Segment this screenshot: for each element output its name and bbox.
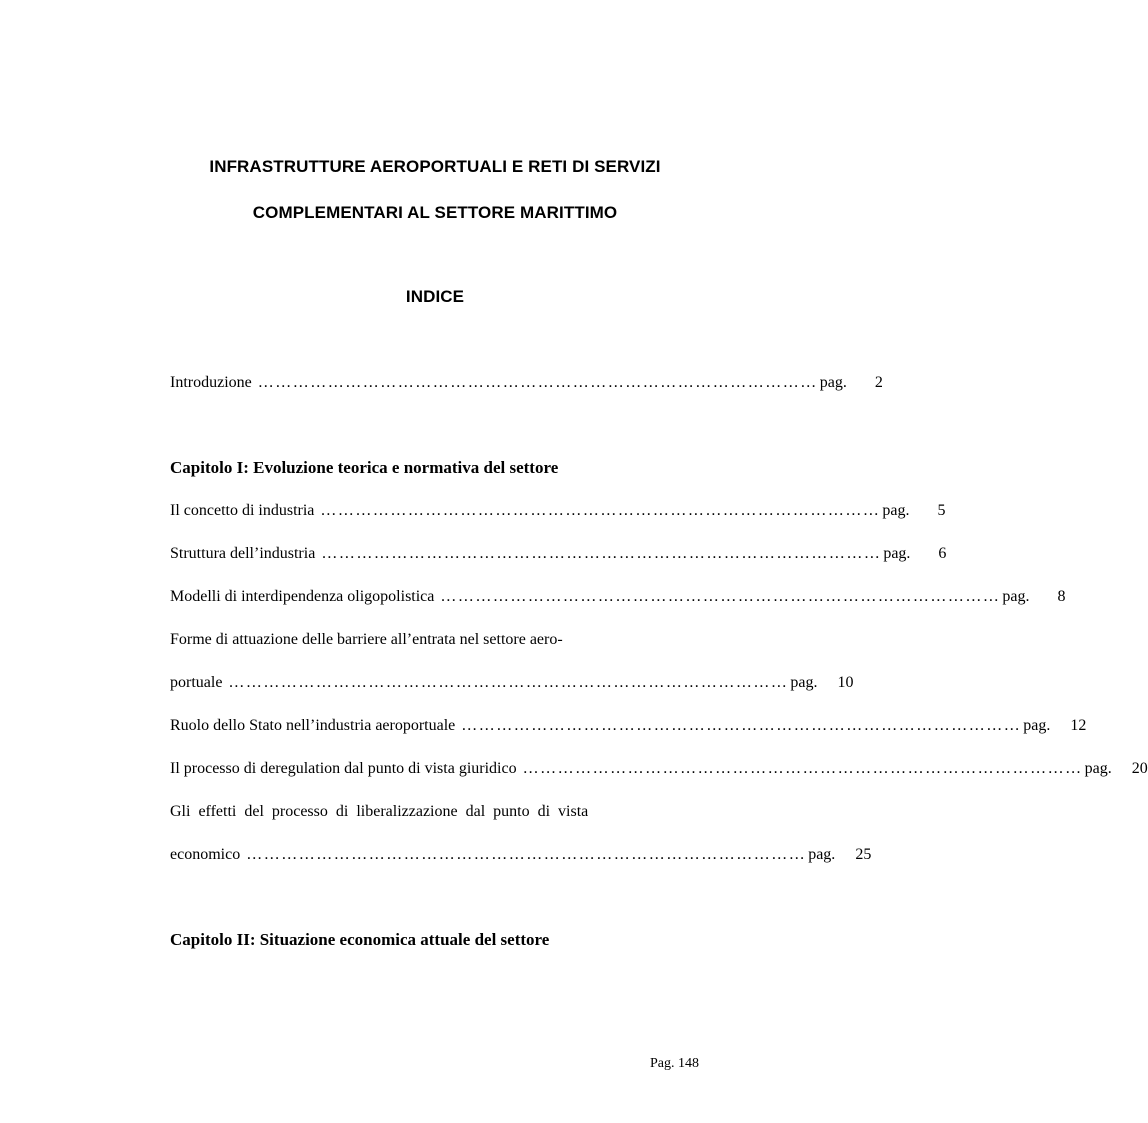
toc-entry-introduzione (170, 372, 883, 394)
toc-entry (170, 500, 946, 522)
toc-entry-label: Ruolo dello Stato nell’industria aeroportuale (170, 717, 456, 734)
toc-entry-label: Il concetto di industria (170, 502, 315, 519)
toc-leader-dots: …………………………………………………………………………………… (228, 674, 789, 691)
toc-leader-dots: …………………………………………………………………………………… (257, 374, 818, 391)
toc-leader-dots: …………………………………………………………………………………… (440, 588, 1001, 605)
toc-pag-label: pag. (882, 502, 910, 519)
toc-entry-label-line-1 (170, 801, 634, 823)
toc-pag-label: pag. (819, 374, 847, 391)
toc-entry-label: Introduzione (170, 374, 252, 391)
page-number-footer: Pag. 148 (650, 1056, 699, 1071)
toc-entry-label: Struttura dell’industria (170, 545, 316, 562)
toc-page-number: 2 (874, 374, 883, 391)
toc-pag-label: pag. (883, 545, 911, 562)
toc-entry (170, 758, 1148, 780)
toc-entry-label-text: Gli effetti del processo di liberalizzazione dal punto di vista (170, 803, 589, 820)
toc-page-number: 20 (1131, 760, 1148, 777)
toc-pag-label: pag. (1002, 588, 1030, 605)
toc-entry-label: economico (170, 846, 241, 863)
toc-entry (170, 844, 872, 866)
toc-entry-label: portuale (170, 674, 223, 691)
toc-leader-dots: …………………………………………………………………………………… (321, 545, 882, 562)
toc-leader-dots: …………………………………………………………………………………… (246, 846, 807, 863)
toc-leader-dots: …………………………………………………………………………………… (320, 502, 881, 519)
toc-leader-dots: …………………………………………………………………………………… (522, 760, 1083, 777)
chapter-1-heading: Capitolo I: Evoluzione teorica e normativa del settore (170, 458, 559, 477)
toc-entry (170, 543, 947, 565)
toc-entry-label-line-1: Forme di attuazione delle barriere all’entrata nel settore aero- (170, 631, 563, 648)
index-heading: INDICE (405, 287, 465, 306)
toc-entry (170, 715, 1087, 737)
toc-page-number: 5 (937, 502, 946, 519)
toc-page-number: 12 (1070, 717, 1087, 734)
toc-entry (170, 672, 854, 694)
toc-page-number: 10 (837, 674, 854, 691)
toc-page-number: 8 (1057, 588, 1066, 605)
toc-pag-label: pag. (1084, 760, 1112, 777)
chapter-2-heading: Capitolo II: Situazione economica attuale del settore (170, 930, 550, 949)
toc-page-number: 25 (855, 846, 872, 863)
document-title-line-1: INFRASTRUTTURE AEROPORTUALI E RETI DI SERVIZI (209, 157, 661, 176)
toc-leader-dots: …………………………………………………………………………………… (461, 717, 1022, 734)
toc-entry (170, 586, 1066, 608)
toc-pag-label: pag. (1023, 717, 1051, 734)
toc-pag-label: pag. (808, 846, 836, 863)
toc-entry-label: Il processo di deregulation dal punto di vista giuridico (170, 760, 517, 777)
toc-page-number: 6 (938, 545, 947, 562)
document-title-line-2: COMPLEMENTARI AL SETTORE MARITTIMO (252, 203, 618, 222)
toc-entry-label: Modelli di interdipendenza oligopolistica (170, 588, 435, 605)
toc-pag-label: pag. (790, 674, 818, 691)
